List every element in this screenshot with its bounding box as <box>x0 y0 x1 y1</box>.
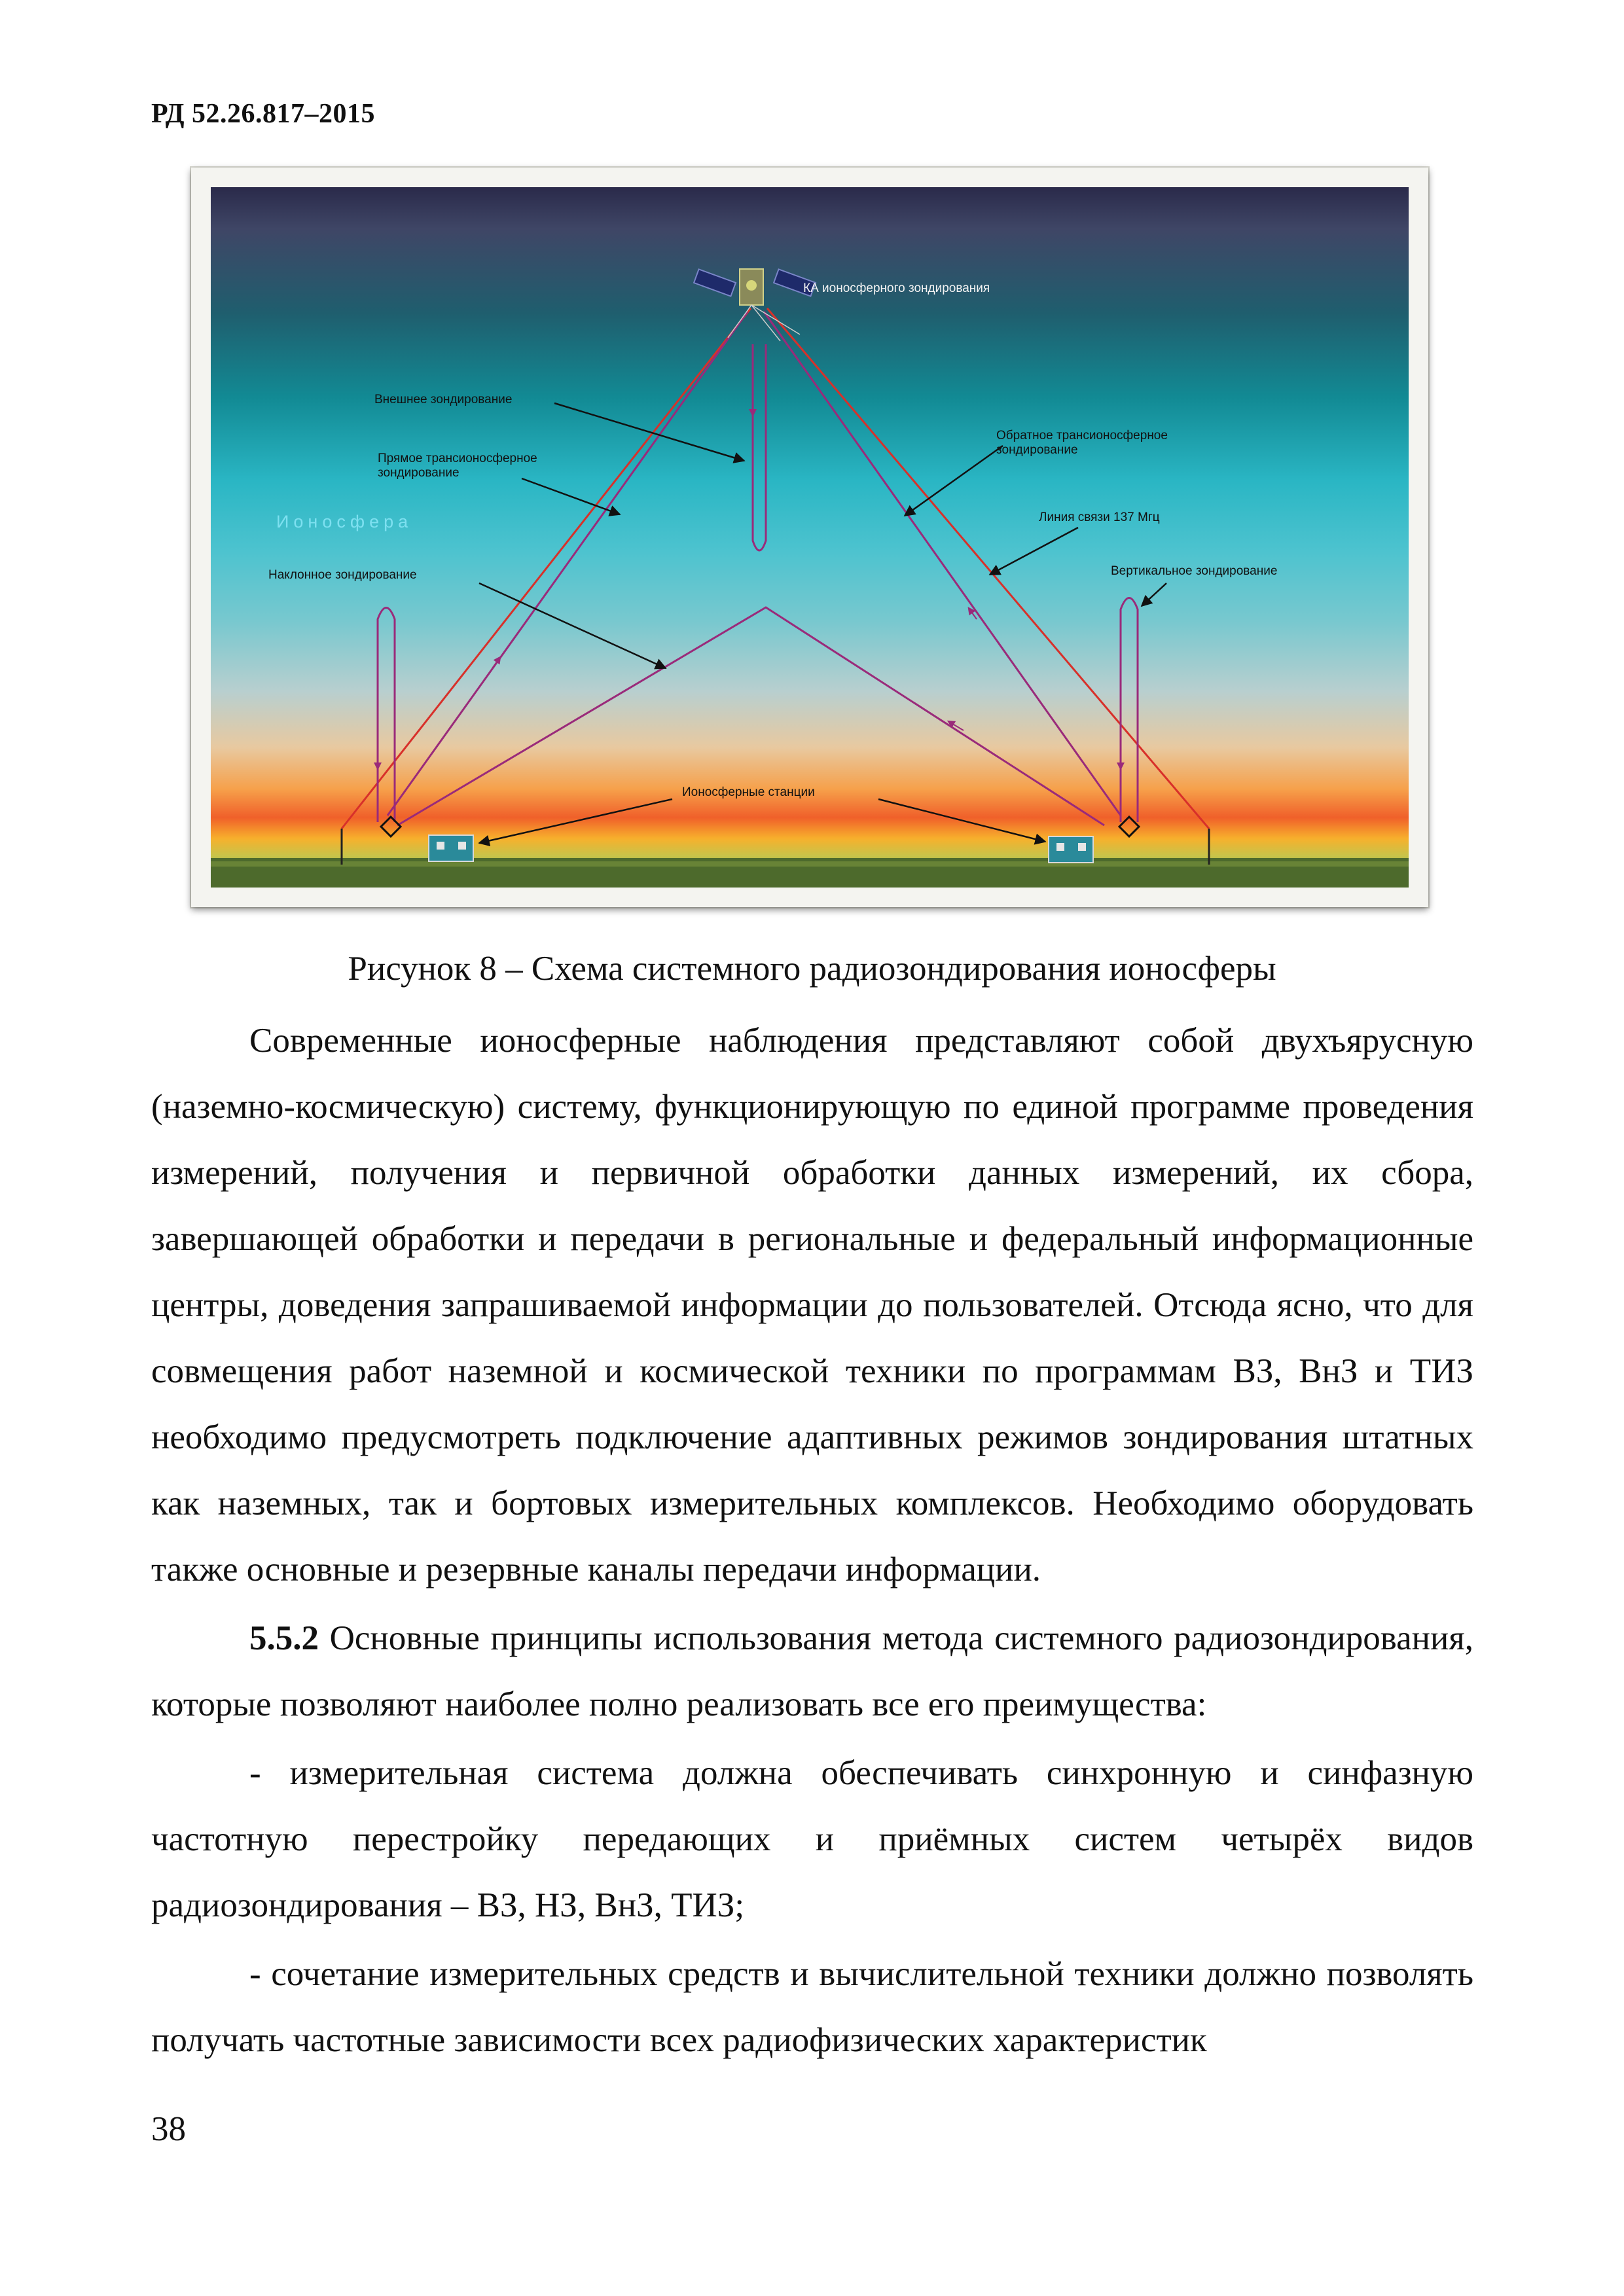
label-direct-2: зондирование <box>378 466 460 480</box>
label-ionosphere: Ионосфера <box>276 512 413 531</box>
paragraph-1: Современные ионосферные наблюдения представляют собой двухъярусную (наземно-космическую) систему, функционирующую по единой программе проведения измерений, получения и первичной обработки данных измерений, их сбора, завершающей обработки и передачи в региональные и федеральный информационные центры, доведения запрашиваемой информации до пользователей. Отсюда ясно, что для совмещения работ наземной и космической техники по программам ВЗ, ВнЗ и ТИЗ необходимо предусмотреть подключение адаптивных режимов зондирования штатных как наземных, так и бортовых измерительных комплексов. Необходимо оборудовать также основные и резервные каналы передачи информации. <box>151 1022 1473 1588</box>
label-vertical: Вертикальное зондирование <box>1111 564 1278 578</box>
label-stations: Ионосферные станции <box>682 785 815 799</box>
body-text <box>151 1008 1473 2073</box>
bullet-1: - измерительная система должна обеспечивать синхронную и синфазную частотную перестройку передающих и приёмных систем четырёх видов радиозондирования – ВЗ, НЗ, ВнЗ, ТИЗ; <box>151 1754 1473 1924</box>
label-reverse-1: Обратное трансионосферное <box>996 429 1168 442</box>
figure-diagram <box>211 187 1409 888</box>
label-external: Внешнее зондирование <box>374 393 513 406</box>
figure-caption: Рисунок 8 – Схема системного радиозондирования ионосферы <box>348 950 1276 988</box>
figure-ionosphere-scheme <box>191 168 1428 907</box>
section-5-5-2 <box>151 1605 1473 1738</box>
label-direct-1: Прямое трансионосферное <box>378 452 537 465</box>
document-code: РД 52.26.817–2015 <box>151 99 376 129</box>
label-link: Линия связи 137 Мгц <box>1039 511 1160 524</box>
label-reverse-2: зондирование <box>996 443 1078 457</box>
label-oblique: Наклонное зондирование <box>268 568 417 582</box>
section-number: 5.5.2 <box>249 1619 319 1657</box>
section-text: Основные принципы использования метода системного радиозондирования, которые позволяют наиболее полно реализовать все его преимущества: <box>151 1619 1473 1723</box>
bullet-2: - сочетание измерительных средств и вычислительной техники должно позволять получать частотные зависимости всех радиофизических характеристик <box>151 1955 1473 2059</box>
page-number: 38 <box>151 2110 186 2148</box>
label-satellite: КА ионосферного зондирования <box>803 281 990 295</box>
ground-grass <box>211 861 1409 867</box>
